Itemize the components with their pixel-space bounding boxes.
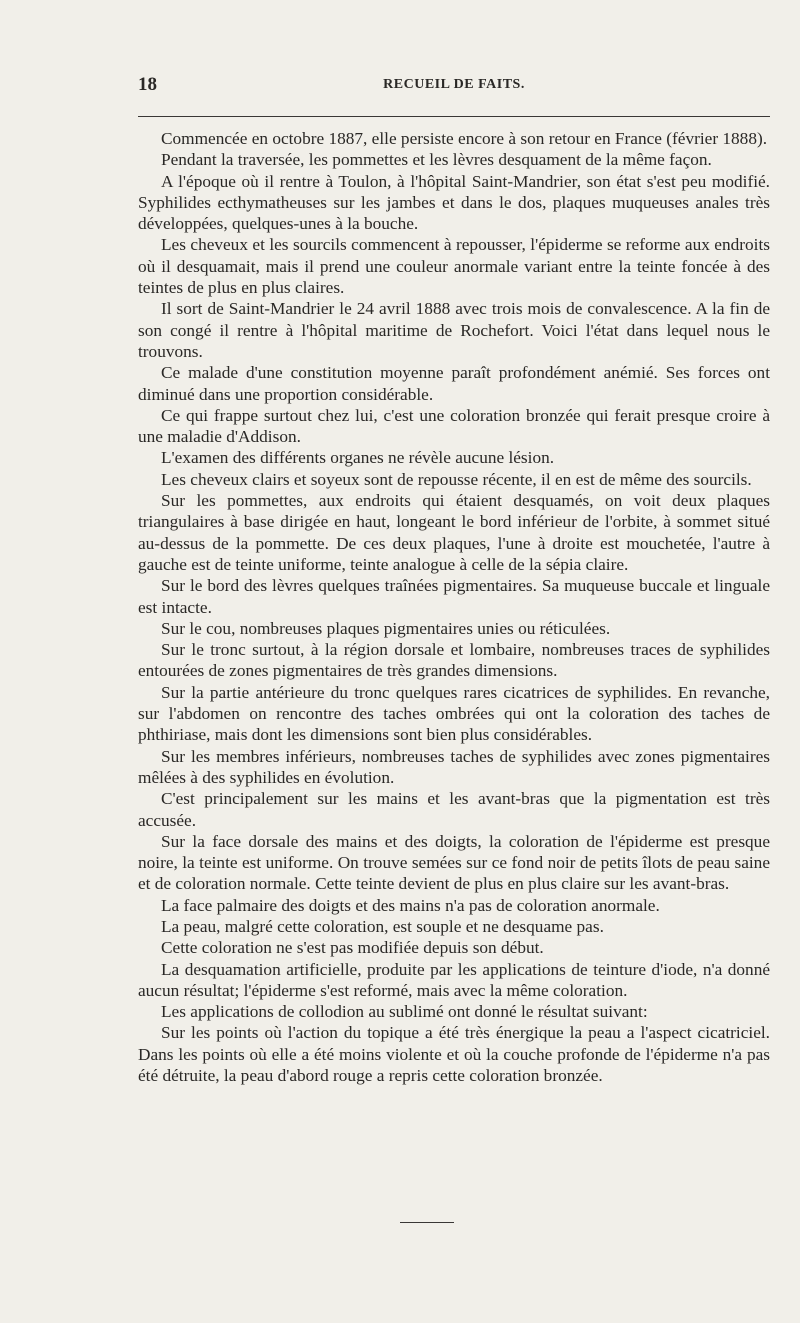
- paragraph: Sur la partie antérieure du tronc quelques rares cicatrices de syphilides. En revanche, sur l'abdomen on rencontre des taches ombrées qui ont la coloration des taches de phthiriase, mais dont les dimensions sont bien plus considérables.: [138, 682, 770, 745]
- paragraph: A l'époque où il rentre à Toulon, à l'hôpital Saint-Mandrier, son état s'est peu modifié. Syphilides ecthymatheuses sur les jambes et dans le dos, plaques muqueuses anales très développées, quelques-unes à la bouche.: [138, 171, 770, 234]
- paragraph: Ce malade d'une constitution moyenne paraît profondément anémié. Ses forces ont diminué dans une proportion considérable.: [138, 363, 770, 404]
- paragraph: La desquamation artificielle, produite par les applications de teinture d'iode, n'a donné aucun résultat; l'épiderme s'est reformé, mais avec la même coloration.: [138, 959, 770, 1000]
- page-number: 18: [138, 74, 157, 95]
- body-text: [138, 128, 770, 1086]
- paragraph: Les cheveux et les sourcils commencent à repousser, l'épiderme se reforme aux endroits où il desquamait, mais il prend une couleur anormale variant entre la teinte foncée à des teintes de plus en plus claires.: [138, 235, 770, 298]
- running-title: RECUEIL DE FAITS.: [383, 77, 525, 92]
- paragraph: C'est principalement sur les mains et les avant-bras que la pigmentation est très accusée.: [138, 789, 770, 830]
- paragraph: La peau, malgré cette coloration, est souple et ne desquame pas.: [161, 916, 604, 936]
- page-header: [138, 74, 770, 102]
- paragraph: Pendant la traversée, les pommettes et les lèvres desquament de la même façon.: [161, 150, 712, 170]
- closing-rule: [400, 1222, 454, 1223]
- paragraph: Il sort de Saint-Mandrier le 24 avril 1888 avec trois mois de convalescence. A la fin de son congé il rentre à l'hôpital maritime de Rochefort. Voici l'état dans lequel nous le trouvons.: [138, 299, 770, 361]
- paragraph: Sur les pommettes, aux endroits qui étaient desquamés, on voit deux plaques triangulaires à base dirigée en haut, longeant le bord inférieur de l'orbite, à sommet situé au-dessus de la pommette. De ces deux plaques, l'une à droite est mouchetée, l'autre à gauche est de teinte uniforme, teinte analogue à celle de la sépia claire.: [138, 491, 770, 574]
- paragraph: La face palmaire des doigts et des mains n'a pas de coloration anormale.: [161, 895, 660, 915]
- header-rule: [138, 116, 770, 117]
- paragraph: Ce qui frappe surtout chez lui, c'est une coloration bronzée qui ferait presque croire à une maladie d'Addison.: [138, 405, 770, 447]
- paragraph: L'examen des différents organes ne révèle aucune lésion.: [161, 448, 555, 468]
- paragraph: Commencée en octobre 1887, elle persiste encore à son retour en France (février 1888).: [161, 129, 768, 148]
- paragraph: Sur le cou, nombreuses plaques pigmentaires unies ou réticulées.: [161, 618, 611, 638]
- paragraph: Sur le tronc surtout, à la région dorsale et lombaire, nombreuses traces de syphilides entourées de zones pigmentaires de très grandes dimensions.: [138, 640, 770, 681]
- paragraph: Les applications de collodion au sublimé ont donné le résultat suivant:: [161, 1002, 648, 1022]
- paragraph: Cette coloration ne s'est pas modifiée depuis son début.: [161, 938, 544, 958]
- paragraph: Les cheveux clairs et soyeux sont de repousse récente, il en est de même des sourcils.: [161, 469, 752, 489]
- paragraph: Sur la face dorsale des mains et des doigts, la coloration de l'épiderme est presque noire, la teinte est uniforme. On trouve semées sur ce fond noir de petits îlots de peau saine et de coloration normale. Cette teinte devient de plus en plus claire sur les avant-bras.: [138, 831, 770, 894]
- paragraph: Sur le bord des lèvres quelques traînées pigmentaires. Sa muqueuse buccale et linguale est intacte.: [138, 576, 770, 617]
- paragraph: Sur les points où l'action du topique a été très énergique la peau a l'aspect cicatriciel. Dans les points où elle a été moins violente et où la couche profonde de l'épiderme n'a pas été détruite, la peau d'abord rouge a repris cette coloration bronzée.: [138, 1023, 770, 1086]
- paragraph: Sur les membres inférieurs, nombreuses taches de syphilides avec zones pigmentaires mêlées à des syphilides en évolution.: [138, 746, 770, 787]
